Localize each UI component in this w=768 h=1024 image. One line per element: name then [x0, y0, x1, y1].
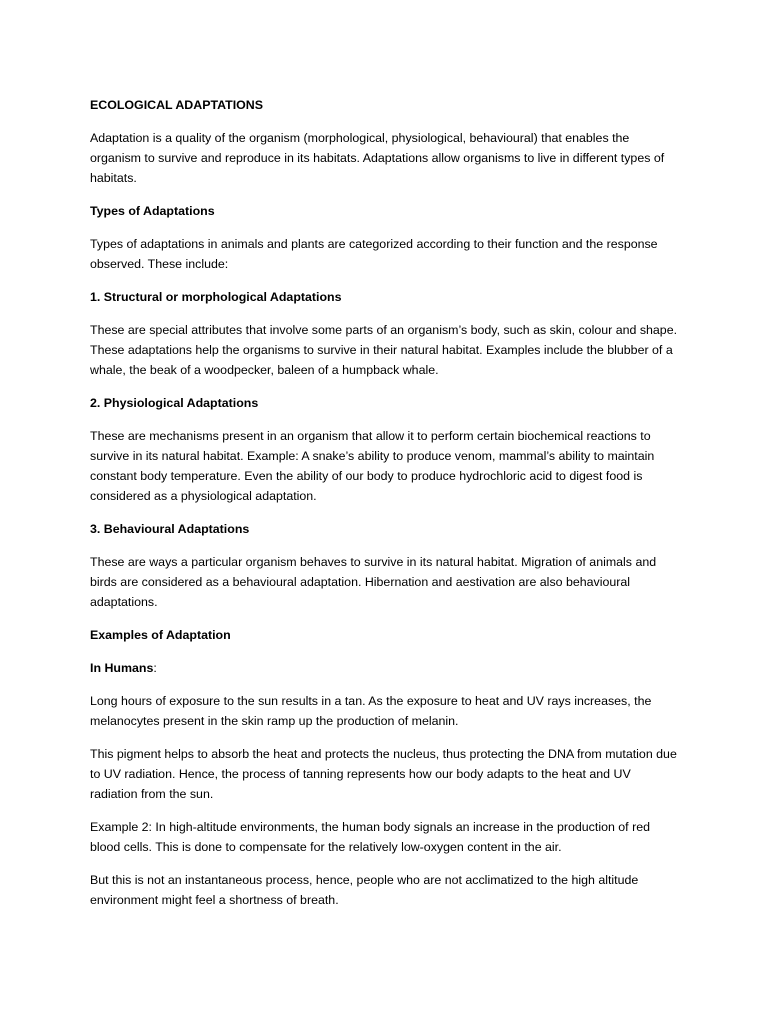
- examples-heading: Examples of Adaptation: [90, 628, 231, 642]
- tan-paragraph: Long hours of exposure to the sun results in a tan. As the exposure to heat and UV rays increases, the melanocytes present in the skin ramp up the production of melanin.: [90, 694, 652, 728]
- humans-colon: :: [153, 661, 157, 675]
- physiological-heading: 2. Physiological Adaptations: [90, 396, 259, 410]
- behavioural-heading: 3. Behavioural Adaptations: [90, 522, 250, 536]
- structural-paragraph: These are special attributes that involve some parts of an organism’s body, such as skin, colour and shape. These adaptations help the organisms to survive in their natural habitat. Examples include the blubber of a whale, the beak of a woodpecker, baleen of a humpback whale.: [90, 323, 678, 377]
- example2-paragraph: Example 2: In high-altitude environments, the human body signals an increase in the production of red blood cells. This is done to compensate for the relatively low-oxygen content in the air.: [90, 820, 650, 854]
- document-title: ECOLOGICAL ADAPTATIONS: [90, 98, 264, 112]
- humans-subheading: [90, 658, 680, 678]
- humans-label: In Humans: [90, 661, 154, 675]
- document-page: [90, 95, 680, 923]
- structural-heading: 1. Structural or morphological Adaptations: [90, 290, 342, 304]
- pigment-paragraph: This pigment helps to absorb the heat and protects the nucleus, thus protecting the DNA from mutation due to UV radiation. Hence, the process of tanning represents how our body adapts to the heat and UV radiation from the sun.: [90, 747, 677, 801]
- types-intro-paragraph: Types of adaptations in animals and plants are categorized according to their function and the response observed. These include:: [90, 237, 658, 271]
- physiological-paragraph: These are mechanisms present in an organism that allow it to perform certain biochemical reactions to survive in its natural habitat. Example: A snake’s ability to produce venom, mammal’s ability to maintain constant body temperature. Even the ability of our body to produce hydrochloric acid to digest food is considered as a physiological adaptation.: [90, 429, 655, 503]
- types-heading: Types of Adaptations: [90, 204, 215, 218]
- behavioural-paragraph: These are ways a particular organism behaves to survive in its natural habitat. Migration of animals and birds are considered as a behavioural adaptation. Hibernation and aestivation are also behavioural adaptations.: [90, 555, 657, 609]
- instantaneous-paragraph: But this is not an instantaneous process, hence, people who are not acclimatized to the high altitude environment might feel a shortness of breath.: [90, 873, 639, 907]
- intro-paragraph: Adaptation is a quality of the organism (morphological, physiological, behavioural) that enables the organism to survive and reproduce in its habitats. Adaptations allow organisms to live in different types of habitats.: [90, 131, 665, 185]
